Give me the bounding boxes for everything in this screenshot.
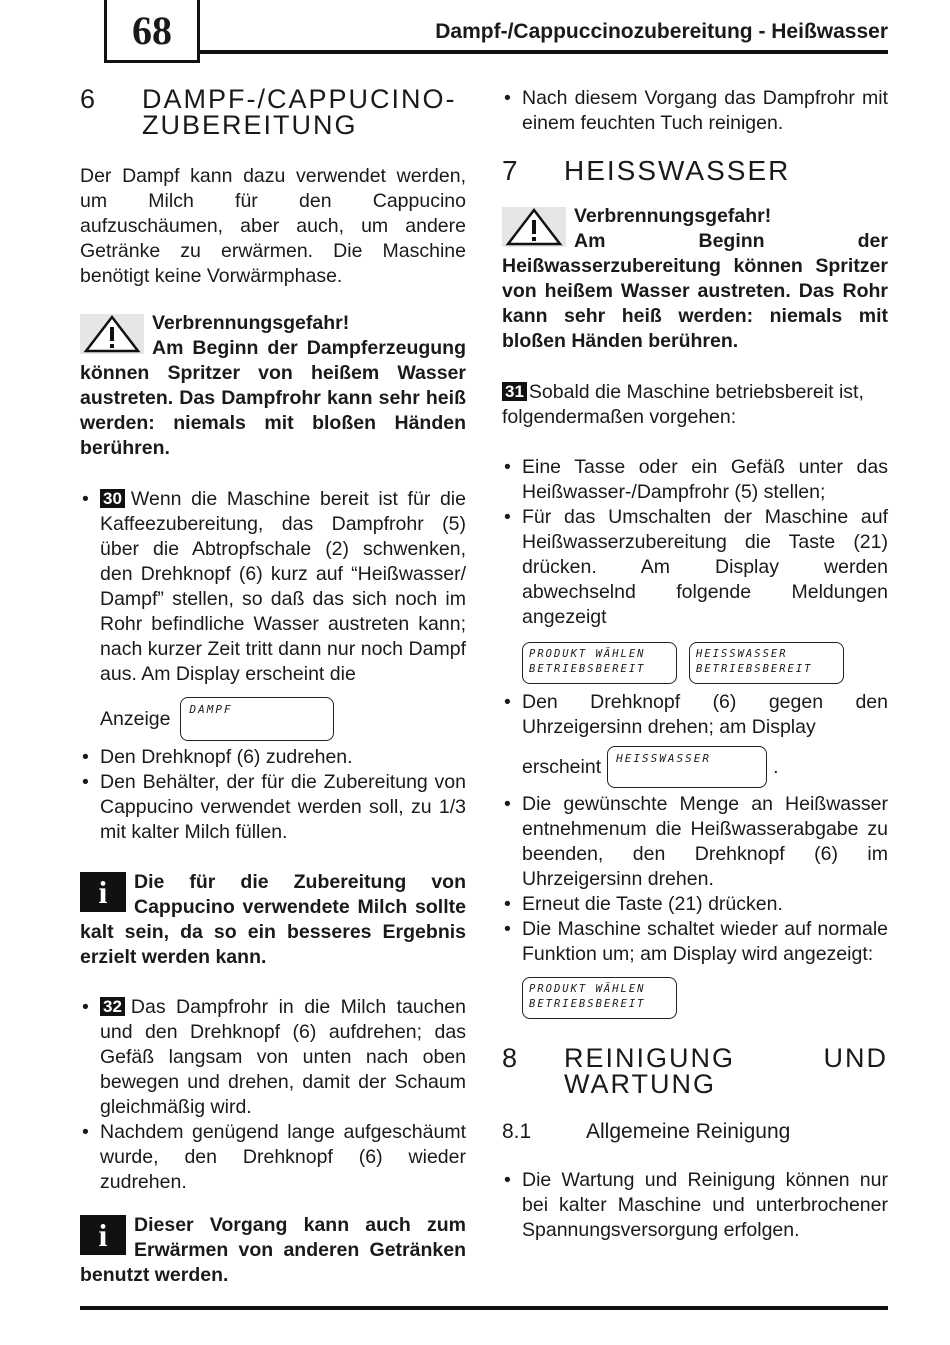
warning-block-2 — [502, 204, 888, 354]
list-item: • Nachdem genügend lange aufgeschäumt wurde, den Drehknopf (6) wieder zudrehen. — [80, 1120, 466, 1195]
figure-ref-30: 30 — [100, 489, 125, 508]
hot-water-steps-list — [502, 455, 888, 630]
warning-triangle-icon — [502, 207, 566, 247]
list-item: • Die Maschine schaltet wieder auf normale Funktion um; am Display wird angezeigt: — [502, 917, 888, 967]
header-rule — [200, 50, 888, 54]
steam-steps-list — [80, 487, 466, 845]
warning-2-title: Verbrennungsgefahr! — [574, 205, 772, 227]
list-item: • 30 Wenn die Maschine bereit ist für die Kaffeezubereitung, das Dampfrohr (5) über die Abtropfschale (2) schwenken, den Drehknopf (6) kurz auf “Heißwasser/ Dampf” stellen, so daß das sich noch im Rohr befindliche Wasser austreten kann; nach kurzer Zeit tritt dann nur noch Dampf aus. Am Display erscheint die Anzeige DAMPF — [80, 487, 466, 741]
page-number: 68 — [104, 0, 200, 63]
intro-31: 31 Sobald die Maschine betriebsbereit ist, folgendermaßen vorgehen: — [502, 381, 864, 428]
list-item: • Die gewünschte Menge an Heißwasser entnehmenum die Heißwasserabgabe zu beenden, den Drehknopf (6) im Uhrzeigersinn drehen. — [502, 792, 888, 892]
cleaning-list — [502, 1168, 888, 1243]
running-title: Dampf-/Cappuccinozubereitung - Heißwasser — [435, 20, 888, 43]
section-6-title: DAMPF-/CAPPUCINO- ZUBEREITUNG — [142, 84, 457, 140]
info-icon: i — [80, 1215, 126, 1255]
figure-ref-32: 32 — [100, 997, 125, 1016]
section-6-heading: 6 DAMPF-/CAPPUCINO- ZUBEREITUNG — [80, 84, 457, 140]
left-column — [80, 86, 466, 1288]
display-produkt-waehlen: PRODUKT WÄHLEN BETRIEBSBEREIT — [522, 642, 677, 684]
info-block-2: i Dieser Vorgang kann auch zum Erwärmen von anderen Getränken benutzt werden. — [80, 1214, 466, 1286]
list-item: • Den Drehknopf (6) gegen den Uhrzeigersinn drehen; am Display erscheint HEISSWASSER . — [502, 690, 888, 788]
list-item: • Den Drehknopf (6) zudrehen. — [80, 745, 466, 770]
hot-water-steps-list-2 — [502, 690, 888, 967]
list-item: • Eine Tasse oder ein Gefäß unter das Heißwasser-/Dampfrohr (5) stellen; — [502, 455, 888, 505]
list-item: • Nach diesem Vorgang das Dampfrohr mit einem feuchten Tuch reinigen. — [502, 86, 888, 136]
intro-paragraph: Der Dampf kann dazu verwendet werden, um Milch für den Cappucino aufzuschäumen, aber auch, um andere Getränke zu erwärmen. Die Maschine benötigt keine Vorwärmphase. — [80, 165, 466, 287]
list-item: • Für das Umschalten der Maschine auf Heißwasserzubereitung die Taste (21) drücken. Am Display werden abwechselnd folgende Meldungen angezeigt — [502, 505, 888, 630]
footer-rule — [80, 1306, 888, 1310]
right-column — [502, 86, 888, 1243]
section-8-1-heading: 8.1 Allgemeine Reinigung — [502, 1120, 791, 1143]
list-item: • Die Wartung und Reinigung können nur bei kalter Maschine und unterbrochener Spannungsversorgung erfolgen. — [502, 1168, 888, 1243]
section-8-heading: 8 REINIGUNG UND WARTUNG — [502, 1043, 888, 1099]
display-dampf: DAMPF — [180, 697, 334, 741]
display-heisswasser-single: HEISSWASSER — [607, 746, 767, 788]
display-produkt-waehlen-final: PRODUKT WÄHLEN BETRIEBSBEREIT — [522, 977, 677, 1019]
list-item: • Erneut die Taste (21) drücken. — [502, 892, 888, 917]
figure-ref-31: 31 — [502, 382, 527, 401]
warning-2-text: Am Beginn der Heißwasserzubereitung können Spritzer von heißem Wasser austreten. Das Rohr kann sehr heiß werden: niemals mit bloßen Händen berühren. — [502, 230, 888, 352]
section-7-heading: 7 HEISSWASSER — [502, 155, 791, 186]
warning-triangle-icon — [80, 314, 144, 354]
froth-steps-list — [80, 995, 466, 1195]
list-item: • Den Behälter, der für die Zubereitung von Cappucino verwendet werden soll, zu 1/3 mit kalter Milch füllen. — [80, 770, 466, 845]
warning-1-title: Verbrennungsgefahr! — [152, 312, 350, 334]
info-icon: i — [80, 872, 126, 912]
warning-1-text: Am Beginn der Dampferzeugung können Spritzer von heißem Wasser austreten. Das Dampfrohr kann sehr heiß werden: niemals mit bloßen Händen berühren. — [80, 337, 466, 459]
cleanup-list — [502, 86, 888, 136]
section-7-title: HEISSWASSER — [564, 155, 791, 186]
info-block-1: i Die für die Zubereitung von Cappucino verwendete Milch sollte kalt sein, da so ein besseres Ergebnis erzielt werden kann. — [80, 871, 466, 968]
display-heisswasser: HEISSWASSER BETRIEBSBEREIT — [689, 642, 844, 684]
list-item: • 32 Das Dampfrohr in die Milch tauchen und den Drehknopf (6) aufdrehen; das Gefäß langsam von unten nach oben bewegen und drehen, damit der Schaum gleichmäßig wird. — [80, 995, 466, 1120]
warning-block-1 — [80, 311, 466, 461]
display-pair — [522, 642, 888, 684]
